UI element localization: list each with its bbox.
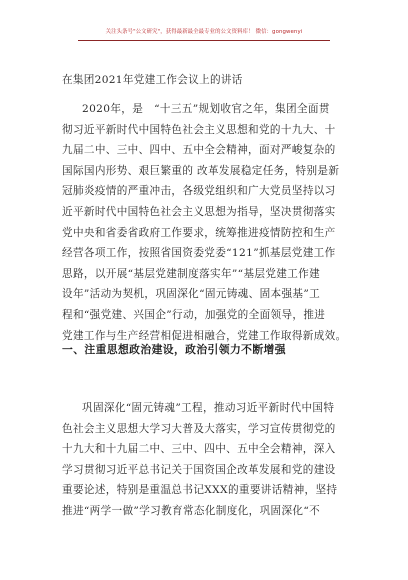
paragraph-line: 色社会主义思想大学习大普及大落实，学习宣传贯彻党的 <box>62 422 336 435</box>
paragraph-line: 近平新时代中国特色社会主义思想为指导，坚决贯彻落实 <box>62 205 336 218</box>
paragraph-2 <box>62 398 364 522</box>
banner-contact: 微信：gongwenyi <box>255 29 303 35</box>
paragraph-line: 程和“强党建、兴国企”行动，加强党的全面领导，推进 <box>62 308 326 321</box>
paragraph-line: 推进“两学一做”学习教育常态化制度化，巩固深化“不 <box>62 504 321 517</box>
paragraph-line: 重要论述，特别是重温总书记XXX的重要讲话精神，坚持 <box>62 484 338 497</box>
paragraph-line: 经营各项工作，按照省国资委党委“121”抓基层党建工作 <box>62 247 336 260</box>
section-heading-1: 一、注重思想政治建设，政治引领力不断增强 <box>62 343 286 356</box>
document-title: 在集团2021年党建工作会议上的讲话 <box>62 74 243 86</box>
paragraph-line: 设年”活动为契机，巩固深化“固元铸魂、固本强基”工 <box>62 288 321 301</box>
paragraph-line: 彻习近平新时代中国特色社会主义思想和党的十九大、十 <box>62 123 336 136</box>
paragraph-line: 党建工作与生产经营相促进相融合，党建工作取得新成效。 <box>62 329 347 342</box>
paragraph-line: 学习贯彻习近平总书记关于国资国企改革发展和党的建设 <box>62 463 336 476</box>
paragraph-line: 国际国内形势、艰巨繁重的 改革发展稳定任务，特别是新 <box>62 164 340 177</box>
banner-text: 关注头条号"公文研究"，获得最新最全最专业的公文资料库！ 微信：gongwenyi <box>105 29 303 35</box>
paragraph-line: 2020年，是 “十三五”规划收官之年，集团全面贯 <box>82 103 330 115</box>
paragraph-line: 巩固深化“固元铸魂”工程，推动习近平新时代中国特 <box>82 402 335 414</box>
paragraph-1 <box>62 99 364 346</box>
paragraph-line: 思路，以开展“基层党建制度落实年”“基层党建工作建 <box>62 267 321 280</box>
paragraph-line: 冠肺炎疫情的严重冲击，各级党组织和广大党员坚持以习 <box>62 185 336 198</box>
header-banner <box>78 22 330 41</box>
paragraph-line: 九届二中、三中、四中、五中全会精神，面对严峻复杂的 <box>62 144 336 157</box>
paragraph-line: 十九大和十九届二中、三中、四中、五中全会精神，深入 <box>62 443 336 456</box>
paragraph-line: 党中央和省委省政府工作要求，统筹推进疫情防控和生产 <box>62 226 336 239</box>
